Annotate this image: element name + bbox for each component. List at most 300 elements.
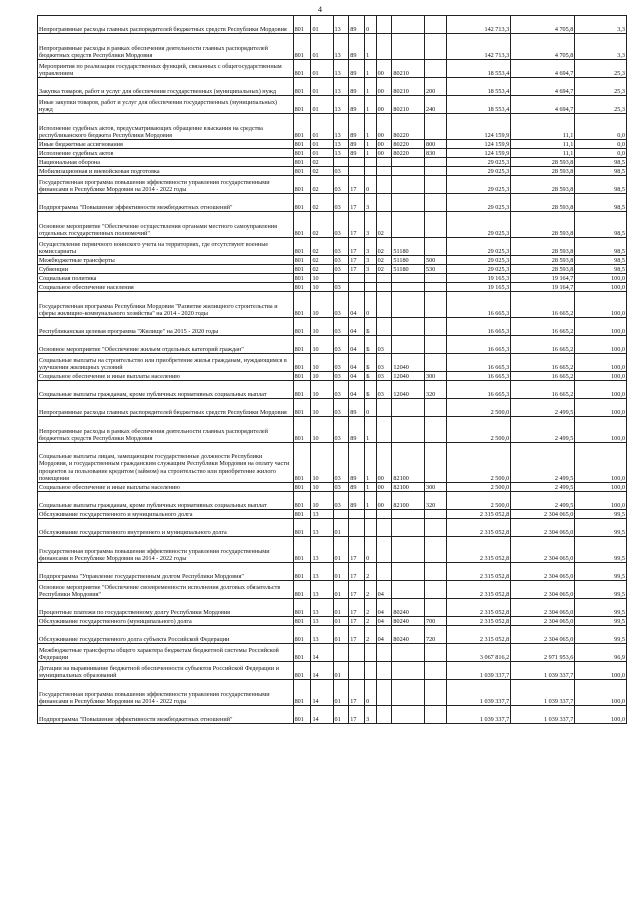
- cell-pr: 01: [333, 581, 349, 599]
- cell-p: 89: [349, 140, 365, 149]
- cell-pct: 100,0: [575, 381, 627, 399]
- cell-g: 801: [293, 519, 311, 537]
- cell-sp: 2: [365, 581, 377, 599]
- table-row: [38, 256, 627, 265]
- cell-vr: 500: [424, 256, 446, 265]
- cell-vr: [424, 114, 446, 140]
- cell-vr: [424, 212, 446, 238]
- cell-vr: [424, 644, 446, 662]
- cell-cs: [392, 283, 425, 292]
- cell-pct: 98,5: [575, 158, 627, 167]
- cell-pr: [333, 510, 349, 519]
- cell-fact: 28 593,8: [511, 167, 575, 176]
- cell-g: 801: [293, 617, 311, 626]
- cell-fact: 1 039 337,7: [511, 662, 575, 680]
- cell-plan: 29 025,3: [447, 212, 511, 238]
- cell-pct: 96,9: [575, 644, 627, 662]
- cell-pr: 03: [333, 265, 349, 274]
- cell-rz: 13: [311, 581, 333, 599]
- cell-plan: 18 553,4: [447, 60, 511, 78]
- cell-vr: [424, 16, 446, 34]
- cell-k: [376, 167, 392, 176]
- cell-rz: 13: [311, 599, 333, 617]
- cell-p: 89: [349, 483, 365, 492]
- cell-pct: 25,3: [575, 96, 627, 114]
- cell-rz: 13: [311, 510, 333, 519]
- cell-pct: 98,5: [575, 212, 627, 238]
- cell-sp: 1: [365, 34, 377, 60]
- cell-rz: 02: [311, 158, 333, 167]
- cell-cs: 51180: [392, 265, 425, 274]
- cell-name: Межбюджетные трансферты: [38, 256, 294, 265]
- cell-sp: Б: [365, 381, 377, 399]
- cell-fact: 2 499,5: [511, 492, 575, 510]
- cell-pr: 13: [333, 34, 349, 60]
- table-row: [38, 149, 627, 158]
- cell-vr: [424, 519, 446, 537]
- cell-pr: 01: [333, 662, 349, 680]
- cell-cs: 80210: [392, 96, 425, 114]
- cell-sp: 1: [365, 492, 377, 510]
- cell-plan: 2 315 052,8: [447, 617, 511, 626]
- cell-pct: 100,0: [575, 354, 627, 372]
- cell-vr: [424, 167, 446, 176]
- cell-vr: [424, 563, 446, 581]
- cell-p: 89: [349, 149, 365, 158]
- cell-g: 801: [293, 238, 311, 256]
- cell-g: 801: [293, 158, 311, 167]
- cell-fact: 11,1: [511, 114, 575, 140]
- cell-name: Непрограммные расходы главных распорядителей бюджетных средств Республики Мордовия: [38, 399, 294, 417]
- cell-plan: 18 553,4: [447, 96, 511, 114]
- cell-plan: 2 315 052,8: [447, 510, 511, 519]
- cell-rz: 13: [311, 537, 333, 563]
- cell-p: [349, 283, 365, 292]
- cell-fact: 4 694,7: [511, 60, 575, 78]
- cell-rz: 10: [311, 318, 333, 336]
- table-row: [38, 537, 627, 563]
- cell-pct: 0,0: [575, 140, 627, 149]
- cell-vr: [424, 274, 446, 283]
- cell-plan: 1 039 337,7: [447, 662, 511, 680]
- cell-pct: 3,3: [575, 34, 627, 60]
- cell-g: 801: [293, 510, 311, 519]
- cell-g: 801: [293, 537, 311, 563]
- cell-sp: 1: [365, 443, 377, 483]
- cell-rz: 10: [311, 492, 333, 510]
- cell-pr: 03: [333, 492, 349, 510]
- cell-k: [376, 34, 392, 60]
- cell-rz: 10: [311, 417, 333, 443]
- cell-plan: 29 025,3: [447, 158, 511, 167]
- cell-p: [349, 662, 365, 680]
- cell-rz: 01: [311, 140, 333, 149]
- cell-p: 89: [349, 417, 365, 443]
- cell-cs: [392, 176, 425, 194]
- cell-rz: 01: [311, 78, 333, 96]
- cell-pct: 0,0: [575, 149, 627, 158]
- cell-plan: 2 500,0: [447, 417, 511, 443]
- cell-name: Подпрограмма "Управление государственным долгом Республики Мордовия": [38, 563, 294, 581]
- cell-vr: [424, 680, 446, 706]
- cell-fact: 11,1: [511, 140, 575, 149]
- cell-rz: 14: [311, 644, 333, 662]
- cell-fact: 16 665,2: [511, 354, 575, 372]
- cell-g: 801: [293, 265, 311, 274]
- cell-fact: 19 164,7: [511, 283, 575, 292]
- cell-g: 801: [293, 372, 311, 381]
- table-row: [38, 443, 627, 483]
- cell-name: Мобилизационная и вневойсковая подготовка: [38, 167, 294, 176]
- cell-pr: [333, 274, 349, 283]
- cell-cs: [392, 510, 425, 519]
- cell-k: [376, 417, 392, 443]
- cell-fact: 2 499,5: [511, 399, 575, 417]
- table-row: [38, 706, 627, 724]
- cell-k: [376, 537, 392, 563]
- cell-pr: 03: [333, 292, 349, 318]
- cell-p: 89: [349, 443, 365, 483]
- cell-rz: 13: [311, 617, 333, 626]
- cell-k: 00: [376, 140, 392, 149]
- table-row: [38, 238, 627, 256]
- cell-p: 04: [349, 354, 365, 372]
- cell-cs: 12040: [392, 381, 425, 399]
- cell-plan: 2 315 052,8: [447, 599, 511, 617]
- cell-vr: [424, 336, 446, 354]
- cell-pr: 03: [333, 336, 349, 354]
- cell-rz: 10: [311, 399, 333, 417]
- cell-fact: 2 304 065,0: [511, 519, 575, 537]
- cell-fact: 16 665,2: [511, 292, 575, 318]
- cell-pr: 01: [333, 706, 349, 724]
- cell-plan: 2 315 052,8: [447, 563, 511, 581]
- cell-pct: 0,0: [575, 114, 627, 140]
- table-row: [38, 617, 627, 626]
- cell-k: 00: [376, 149, 392, 158]
- cell-sp: Б: [365, 354, 377, 372]
- cell-p: [349, 158, 365, 167]
- cell-g: 801: [293, 662, 311, 680]
- cell-pr: 03: [333, 283, 349, 292]
- cell-g: 801: [293, 483, 311, 492]
- cell-sp: [365, 158, 377, 167]
- cell-rz: 01: [311, 60, 333, 78]
- cell-name: Основное мероприятие "Обеспечение жильем отдельных категорий граждан": [38, 336, 294, 354]
- cell-cs: [392, 644, 425, 662]
- cell-sp: 0: [365, 16, 377, 34]
- cell-g: 801: [293, 399, 311, 417]
- cell-p: 17: [349, 599, 365, 617]
- cell-cs: 82100: [392, 483, 425, 492]
- cell-plan: 19 165,3: [447, 274, 511, 283]
- cell-sp: [365, 662, 377, 680]
- cell-pct: 99,5: [575, 617, 627, 626]
- cell-plan: 1 039 337,7: [447, 680, 511, 706]
- cell-pr: 13: [333, 60, 349, 78]
- cell-p: 04: [349, 318, 365, 336]
- cell-k: [376, 274, 392, 283]
- cell-pct: 100,0: [575, 417, 627, 443]
- cell-pct: 100,0: [575, 274, 627, 283]
- cell-k: [376, 283, 392, 292]
- table-row: [38, 563, 627, 581]
- cell-p: [349, 519, 365, 537]
- cell-sp: 2: [365, 599, 377, 617]
- cell-vr: [424, 510, 446, 519]
- table-row: [38, 354, 627, 372]
- cell-fact: 4 694,7: [511, 78, 575, 96]
- cell-pr: 03: [333, 381, 349, 399]
- cell-fact: 1 039 337,7: [511, 680, 575, 706]
- cell-rz: 02: [311, 238, 333, 256]
- cell-pct: 100,0: [575, 372, 627, 381]
- table-row: [38, 399, 627, 417]
- cell-rz: 01: [311, 34, 333, 60]
- cell-cs: 80220: [392, 149, 425, 158]
- cell-k: 00: [376, 96, 392, 114]
- cell-vr: [424, 60, 446, 78]
- cell-g: 801: [293, 60, 311, 78]
- cell-fact: 28 593,8: [511, 176, 575, 194]
- cell-cs: [392, 318, 425, 336]
- cell-vr: 300: [424, 372, 446, 381]
- table-row: [38, 492, 627, 510]
- cell-p: 17: [349, 265, 365, 274]
- cell-plan: 142 713,3: [447, 34, 511, 60]
- cell-p: 89: [349, 60, 365, 78]
- cell-cs: [392, 158, 425, 167]
- cell-cs: [392, 581, 425, 599]
- cell-sp: [365, 510, 377, 519]
- cell-name: Обслуживание государственного долга субъекта Российской Федерации: [38, 626, 294, 644]
- cell-vr: [424, 318, 446, 336]
- cell-vr: [424, 399, 446, 417]
- cell-plan: 29 025,3: [447, 238, 511, 256]
- cell-name: Подпрограмма "Повышение эффективности межбюджетных отношений": [38, 706, 294, 724]
- cell-sp: Б: [365, 318, 377, 336]
- cell-p: [349, 167, 365, 176]
- cell-name: Подпрограмма "Повышение эффективности межбюджетных отношений": [38, 194, 294, 212]
- cell-pr: 03: [333, 256, 349, 265]
- cell-g: 801: [293, 114, 311, 140]
- cell-rz: 02: [311, 256, 333, 265]
- table-row: [38, 274, 627, 283]
- cell-pr: 03: [333, 399, 349, 417]
- cell-name: Иные закупки товаров, работ и услуг для обеспечения государственных (муниципальных) нужд: [38, 96, 294, 114]
- cell-pr: 03: [333, 238, 349, 256]
- cell-g: 801: [293, 318, 311, 336]
- cell-cs: 82100: [392, 492, 425, 510]
- table-row: [38, 167, 627, 176]
- cell-cs: 80220: [392, 114, 425, 140]
- table-row: [38, 60, 627, 78]
- cell-sp: 0: [365, 176, 377, 194]
- cell-plan: 124 159,9: [447, 114, 511, 140]
- cell-pr: 01: [333, 599, 349, 617]
- cell-pr: 03: [333, 354, 349, 372]
- cell-name: Социальная политика: [38, 274, 294, 283]
- cell-pct: 98,5: [575, 238, 627, 256]
- cell-name: Республиканская целевая программа "Жилище" на 2015 - 2020 годы: [38, 318, 294, 336]
- cell-k: [376, 510, 392, 519]
- cell-fact: 2 304 065,0: [511, 563, 575, 581]
- cell-cs: 80240: [392, 599, 425, 617]
- cell-name: Социальные выплаты гражданам, кроме публичных нормативных социальных выплат: [38, 381, 294, 399]
- cell-cs: [392, 167, 425, 176]
- budget-table-body: [38, 16, 627, 724]
- cell-rz: 10: [311, 274, 333, 283]
- cell-plan: 2 315 052,8: [447, 519, 511, 537]
- cell-g: 801: [293, 417, 311, 443]
- cell-k: [376, 194, 392, 212]
- cell-fact: 2 971 953,6: [511, 644, 575, 662]
- table-row: [38, 510, 627, 519]
- cell-g: 801: [293, 680, 311, 706]
- table-row: [38, 283, 627, 292]
- cell-sp: 0: [365, 399, 377, 417]
- cell-p: 17: [349, 194, 365, 212]
- cell-name: Непрограммные расходы главных распорядителей бюджетных средств Республики Мордовия: [38, 16, 294, 34]
- cell-pr: 13: [333, 78, 349, 96]
- cell-pr: 13: [333, 16, 349, 34]
- cell-pr: [333, 158, 349, 167]
- cell-fact: 1 039 337,7: [511, 706, 575, 724]
- cell-sp: Б: [365, 336, 377, 354]
- cell-cs: 12040: [392, 354, 425, 372]
- cell-rz: 10: [311, 483, 333, 492]
- cell-pct: 100,0: [575, 399, 627, 417]
- cell-sp: [365, 274, 377, 283]
- cell-pct: 100,0: [575, 680, 627, 706]
- cell-g: 801: [293, 78, 311, 96]
- cell-pct: 100,0: [575, 706, 627, 724]
- table-row: [38, 581, 627, 599]
- cell-pr: 03: [333, 176, 349, 194]
- cell-vr: [424, 283, 446, 292]
- cell-g: 801: [293, 176, 311, 194]
- cell-name: Осуществление первичного воинского учета на территориях, где отсутствуют военные комиссариаты: [38, 238, 294, 256]
- cell-rz: 10: [311, 354, 333, 372]
- table-row: [38, 662, 627, 680]
- cell-cs: [392, 706, 425, 724]
- cell-k: 02: [376, 238, 392, 256]
- cell-k: 00: [376, 114, 392, 140]
- cell-cs: [392, 34, 425, 60]
- cell-sp: 3: [365, 265, 377, 274]
- cell-vr: 700: [424, 617, 446, 626]
- cell-vr: [424, 537, 446, 563]
- budget-table: [37, 15, 627, 724]
- table-row: [38, 292, 627, 318]
- cell-name: Обслуживание государственного внутреннего и муниципального долга: [38, 519, 294, 537]
- cell-k: 02: [376, 265, 392, 274]
- table-row: [38, 519, 627, 537]
- cell-pr: 03: [333, 167, 349, 176]
- table-row: [38, 265, 627, 274]
- cell-pct: 25,3: [575, 60, 627, 78]
- cell-pct: 98,5: [575, 194, 627, 212]
- cell-name: Исполнение судебных актов, предусматривающих обращение взыскания на средства республиканского бюджета Республики Мордовия: [38, 114, 294, 140]
- cell-name: Социальное обеспечение населения: [38, 283, 294, 292]
- table-row: [38, 78, 627, 96]
- cell-cs: [392, 680, 425, 706]
- cell-rz: 14: [311, 706, 333, 724]
- cell-fact: 16 665,2: [511, 381, 575, 399]
- cell-rz: 02: [311, 167, 333, 176]
- cell-p: 17: [349, 706, 365, 724]
- cell-p: 89: [349, 34, 365, 60]
- cell-pr: 01: [333, 563, 349, 581]
- cell-pct: 3,3: [575, 16, 627, 34]
- cell-rz: 10: [311, 443, 333, 483]
- cell-p: 04: [349, 381, 365, 399]
- cell-g: 801: [293, 581, 311, 599]
- cell-pct: 100,0: [575, 483, 627, 492]
- cell-vr: [424, 599, 446, 617]
- cell-fact: 16 665,2: [511, 372, 575, 381]
- cell-pct: 100,0: [575, 662, 627, 680]
- cell-sp: 1: [365, 483, 377, 492]
- cell-sp: 1: [365, 149, 377, 158]
- cell-name: Социальное обеспечение и иные выплаты населению: [38, 483, 294, 492]
- cell-g: 801: [293, 96, 311, 114]
- cell-k: [376, 158, 392, 167]
- cell-k: 00: [376, 492, 392, 510]
- cell-p: 17: [349, 563, 365, 581]
- cell-name: Социальные выплаты на строительство или приобретение жилья гражданам, нуждающимся в улучшении жилищных условий: [38, 354, 294, 372]
- cell-rz: 02: [311, 212, 333, 238]
- cell-plan: 16 665,3: [447, 372, 511, 381]
- cell-p: [349, 274, 365, 283]
- cell-name: Дотации на выравнивание бюджетной обеспеченности субъектов Российской Федерации и муниципальных образований: [38, 662, 294, 680]
- cell-k: 04: [376, 599, 392, 617]
- cell-name: Основное мероприятие "Обеспечение осуществления органами местного самоуправления отдельных государственных полномочий": [38, 212, 294, 238]
- cell-cs: [392, 274, 425, 283]
- cell-name: Государственная программа повышения эффективности управления государственными финансами в Республике Мордовия на 2014 - 2022 годы: [38, 176, 294, 194]
- cell-pct: 99,5: [575, 581, 627, 599]
- cell-fact: 28 593,8: [511, 238, 575, 256]
- cell-p: 17: [349, 537, 365, 563]
- cell-cs: [392, 563, 425, 581]
- cell-pr: 01: [333, 680, 349, 706]
- cell-rz: 01: [311, 149, 333, 158]
- cell-sp: 3: [365, 238, 377, 256]
- cell-fact: 16 665,2: [511, 318, 575, 336]
- cell-k: 02: [376, 256, 392, 265]
- cell-name: Социальные выплаты лицам, замещающим государственные должности Республики Мордовия, и государственным гражданским служащим Республики Мордовия на оплату части процентов за пользование кредитом (займом) на строительство или приобретение жилого помещения: [38, 443, 294, 483]
- cell-pct: 98,5: [575, 256, 627, 265]
- cell-plan: 29 025,3: [447, 176, 511, 194]
- cell-pct: 100,0: [575, 292, 627, 318]
- cell-name: Межбюджетные трансферты общего характера бюджетам бюджетной системы Российской Федерации: [38, 644, 294, 662]
- cell-sp: 3: [365, 212, 377, 238]
- cell-p: 89: [349, 114, 365, 140]
- cell-p: 89: [349, 492, 365, 510]
- cell-plan: 19 165,3: [447, 283, 511, 292]
- cell-vr: [424, 417, 446, 443]
- cell-g: 801: [293, 354, 311, 372]
- cell-cs: [392, 537, 425, 563]
- cell-cs: 51180: [392, 256, 425, 265]
- cell-fact: 2 304 065,0: [511, 599, 575, 617]
- cell-vr: 320: [424, 381, 446, 399]
- cell-cs: [392, 212, 425, 238]
- cell-pct: 98,5: [575, 176, 627, 194]
- cell-sp: 2: [365, 617, 377, 626]
- cell-p: 04: [349, 372, 365, 381]
- cell-name: Непрограммные расходы в рамках обеспечения деятельности главных распорядителей бюджетных средств Республики Мордовия: [38, 417, 294, 443]
